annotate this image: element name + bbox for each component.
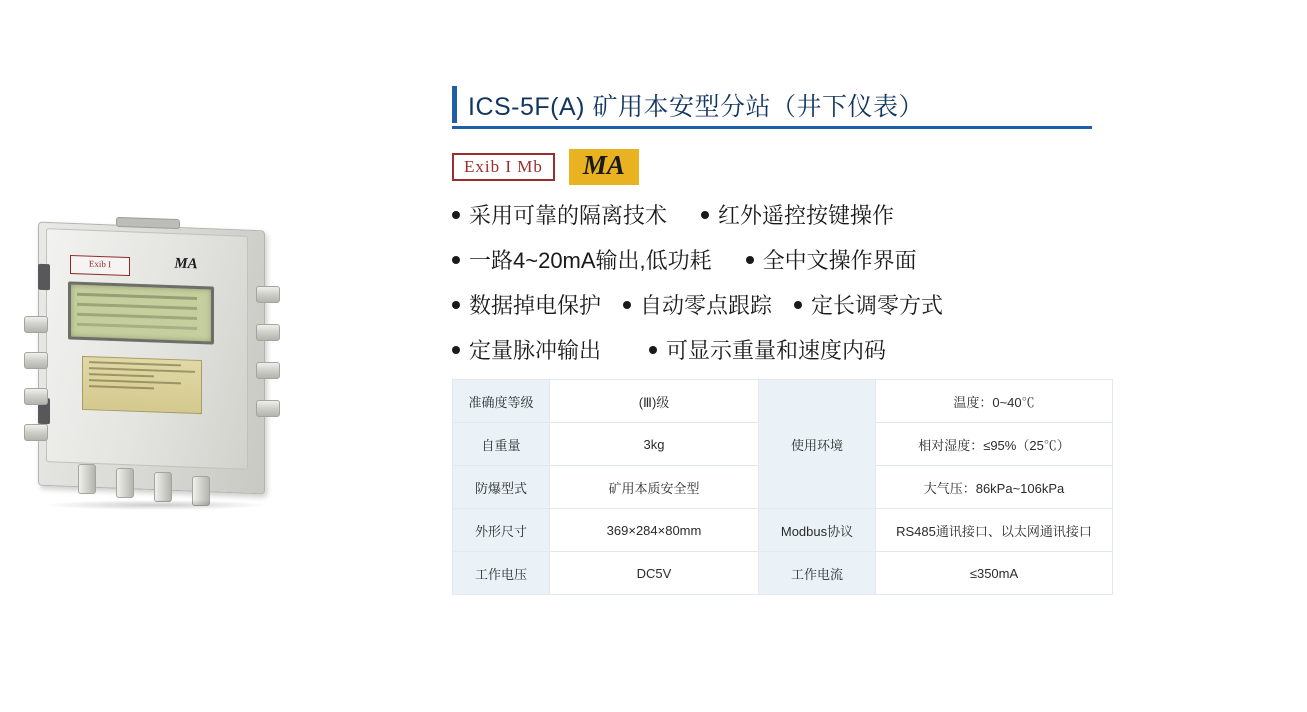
bullet-icon xyxy=(794,301,802,309)
feature-text: 定长调零方式 xyxy=(811,293,944,318)
table-row xyxy=(453,552,1113,595)
photo-stage xyxy=(20,200,350,530)
title-accent-bar xyxy=(452,86,457,123)
spec-value: RS485通讯接口、以太网通讯接口 xyxy=(876,509,1113,552)
feature-text: 数据掉电保护 xyxy=(469,293,602,318)
feature-row xyxy=(452,244,1092,275)
enclosure-exib-badge: Exib I xyxy=(70,255,130,276)
feature-text: 一路4~20mA输出,低功耗 xyxy=(469,248,712,273)
cable-gland-right-4 xyxy=(256,400,280,417)
bullet-icon xyxy=(452,346,460,354)
bullet-icon xyxy=(701,211,709,219)
bullet-icon xyxy=(649,346,657,354)
spec-label: 防爆型式 xyxy=(453,466,550,509)
spec-value: 3kg xyxy=(550,423,759,466)
exib-mark: Exib I Mb xyxy=(452,153,555,181)
feature-text: 自动零点跟踪 xyxy=(640,293,773,318)
spec-value: 369×284×80mm xyxy=(550,509,759,552)
bullet-icon xyxy=(452,211,460,219)
feature-item xyxy=(452,289,601,320)
ma-mark: MA xyxy=(569,149,639,184)
feature-item xyxy=(746,244,917,275)
bullet-icon xyxy=(452,301,460,309)
photo-shadow xyxy=(46,500,266,510)
spec-label: 自重量 xyxy=(453,423,550,466)
spec-value: 矿用本质安全型 xyxy=(550,466,759,509)
cable-gland-left-1 xyxy=(24,316,48,333)
spec-label: Modbus协议 xyxy=(759,509,876,552)
spec-label: 准确度等级 xyxy=(453,380,550,423)
enclosure-nameplate xyxy=(82,356,202,414)
feature-item xyxy=(452,199,667,230)
feature-row xyxy=(452,289,1092,320)
enclosure-ma-badge: MA xyxy=(174,255,198,273)
product-info-panel xyxy=(452,84,1092,595)
spec-environment-value: 大气压：86kPa~106kPa xyxy=(876,466,1113,509)
feature-text: 可显示重量和速度内码 xyxy=(666,338,887,363)
feature-item xyxy=(452,334,601,365)
table-row xyxy=(453,380,1113,423)
feature-item xyxy=(794,289,943,320)
cable-gland-bottom-3 xyxy=(154,472,172,502)
feature-list xyxy=(452,199,1092,365)
spec-label: 外形尺寸 xyxy=(453,509,550,552)
spec-label: 工作电压 xyxy=(453,552,550,595)
certification-marks xyxy=(452,149,1092,185)
feature-row xyxy=(452,334,1092,365)
feature-text: 定量脉冲输出 xyxy=(469,338,602,363)
spec-label: 工作电流 xyxy=(759,552,876,595)
cable-gland-bottom-2 xyxy=(116,468,134,498)
feature-row xyxy=(452,199,1092,230)
feature-item xyxy=(649,334,886,365)
cable-gland-right-2 xyxy=(256,324,280,341)
specification-table xyxy=(452,379,1113,595)
page-title: ICS-5F(A) 矿用本安型分站（井下仪表） xyxy=(468,93,924,121)
feature-item xyxy=(452,244,712,275)
feature-text: 采用可靠的隔离技术 xyxy=(469,203,668,228)
bullet-icon xyxy=(452,256,460,264)
feature-item xyxy=(701,199,894,230)
spec-environment-label: 使用环境 xyxy=(759,380,876,509)
bullet-icon xyxy=(746,256,754,264)
bullet-icon xyxy=(623,301,631,309)
table-row xyxy=(453,509,1113,552)
cable-gland-bottom-1 xyxy=(78,464,96,494)
product-title-bar xyxy=(452,84,1092,129)
spec-value: DC5V xyxy=(550,552,759,595)
feature-text: 红外遥控按键操作 xyxy=(718,203,895,228)
cable-gland-left-4 xyxy=(24,424,48,441)
spec-value: (Ⅲ)级 xyxy=(550,380,759,423)
product-photo xyxy=(20,200,350,530)
cable-gland-left-2 xyxy=(24,352,48,369)
spec-value: ≤350mA xyxy=(876,552,1113,595)
cable-gland-right-1 xyxy=(256,286,280,303)
enclosure-hinge-top xyxy=(38,264,50,290)
spec-environment-value: 温度：0~40℃ xyxy=(876,380,1113,423)
spec-environment-value: 相对湿度：≤95%（25℃） xyxy=(876,423,1113,466)
feature-item xyxy=(623,289,772,320)
enclosure-lcd-display xyxy=(68,281,214,344)
feature-text: 全中文操作界面 xyxy=(762,248,917,273)
cable-gland-right-3 xyxy=(256,362,280,379)
cable-gland-left-3 xyxy=(24,388,48,405)
